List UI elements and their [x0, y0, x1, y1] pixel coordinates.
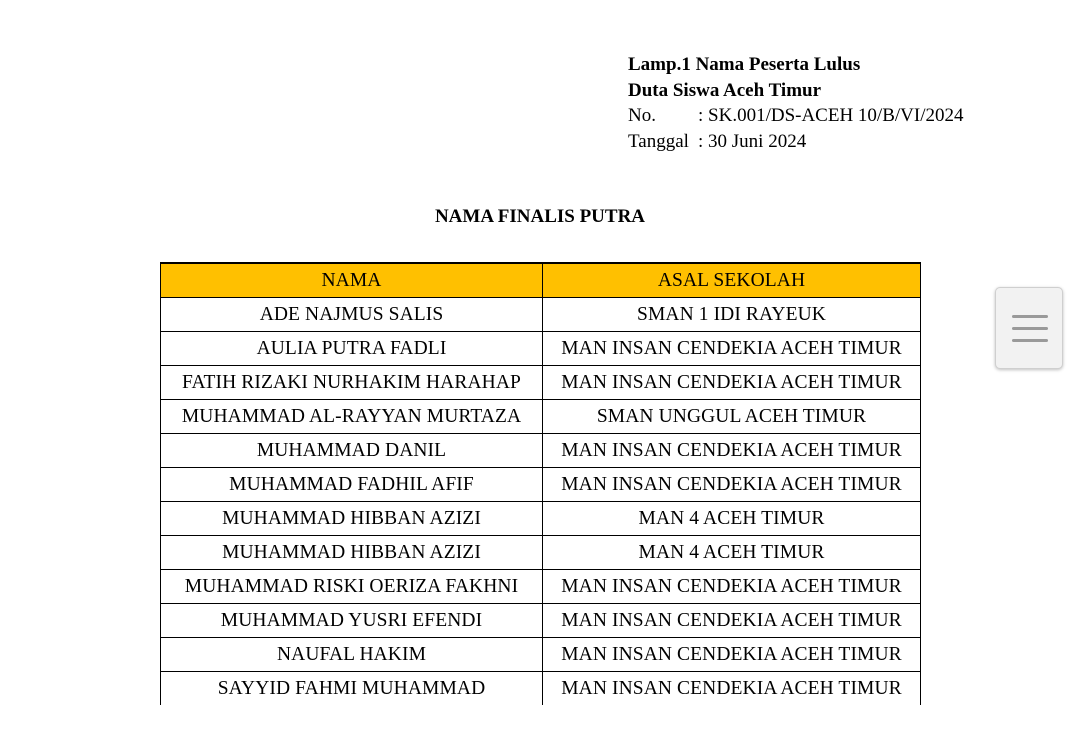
cell-nama: AULIA PUTRA FADLI — [161, 332, 543, 366]
cell-nama: NAUFAL HAKIM — [161, 638, 543, 672]
cell-nama: MUHAMMAD AL-RAYYAN MURTAZA — [161, 400, 543, 434]
table-row — [161, 366, 921, 400]
header-attachment-line: Lamp.1 Nama Peserta Lulus — [628, 54, 861, 75]
header-number-label: No. — [628, 105, 656, 126]
cell-asal-sekolah: MAN INSAN CENDEKIA ACEH TIMUR — [543, 366, 921, 400]
table-row — [161, 502, 921, 536]
cell-asal-sekolah: MAN INSAN CENDEKIA ACEH TIMUR — [543, 332, 921, 366]
cell-nama: MUHAMMAD YUSRI EFENDI — [161, 604, 543, 638]
cell-nama: MUHAMMAD FADHIL AFIF — [161, 468, 543, 502]
header-date-label: Tanggal — [628, 130, 689, 152]
table-row — [161, 672, 921, 706]
table-row — [161, 570, 921, 604]
cell-asal-sekolah: MAN 4 ACEH TIMUR — [543, 536, 921, 570]
header-subject-line: Duta Siswa Aceh Timur — [628, 79, 822, 101]
cell-nama: MUHAMMAD HIBBAN AZIZI — [161, 502, 543, 536]
table-row — [161, 434, 921, 468]
cell-asal-sekolah: MAN INSAN CENDEKIA ACEH TIMUR — [543, 468, 921, 502]
finalist-table — [160, 262, 921, 705]
page-title — [0, 206, 1080, 228]
table-row — [161, 536, 921, 570]
table-row — [161, 332, 921, 366]
cell-asal-sekolah: MAN INSAN CENDEKIA ACEH TIMUR — [543, 570, 921, 604]
cell-asal-sekolah: MAN INSAN CENDEKIA ACEH TIMUR — [543, 638, 921, 672]
column-header-asal-sekolah: ASAL SEKOLAH — [543, 263, 921, 298]
header-date-row — [628, 129, 964, 155]
scroll-handle[interactable] — [995, 287, 1063, 369]
cell-asal-sekolah: SMAN UNGGUL ACEH TIMUR — [543, 400, 921, 434]
cell-nama: MUHAMMAD DANIL — [161, 434, 543, 468]
cell-asal-sekolah: SMAN 1 IDI RAYEUK — [543, 298, 921, 332]
table-row — [161, 638, 921, 672]
finalist-table-wrap — [160, 262, 920, 705]
page-title-text: NAMA FINALIS PUTRA — [434, 206, 646, 227]
header-number-value: : SK.001/DS-ACEH 10/B/VI/2024 — [698, 105, 964, 126]
table-row — [161, 298, 921, 332]
table-row — [161, 604, 921, 638]
cell-asal-sekolah: MAN INSAN CENDEKIA ACEH TIMUR — [543, 604, 921, 638]
table-header-row — [161, 263, 921, 298]
header-number-row — [628, 103, 964, 129]
cell-asal-sekolah: MAN INSAN CENDEKIA ACEH TIMUR — [543, 672, 921, 706]
cell-nama: MUHAMMAD RISKI OERIZA FAKHNI — [161, 570, 543, 604]
table-row — [161, 468, 921, 502]
cell-nama: MUHAMMAD HIBBAN AZIZI — [161, 536, 543, 570]
cell-asal-sekolah: MAN 4 ACEH TIMUR — [543, 502, 921, 536]
cell-nama: FATIH RIZAKI NURHAKIM HARAHAP — [161, 366, 543, 400]
cell-asal-sekolah: MAN INSAN CENDEKIA ACEH TIMUR — [543, 434, 921, 468]
cell-nama: SAYYID FAHMI MUHAMMAD — [161, 672, 543, 706]
column-header-nama: NAMA — [161, 263, 543, 298]
cell-nama: ADE NAJMUS SALIS — [161, 298, 543, 332]
table-row — [161, 400, 921, 434]
header-date-value: : 30 Juni 2024 — [698, 130, 807, 152]
document-header — [628, 52, 964, 154]
